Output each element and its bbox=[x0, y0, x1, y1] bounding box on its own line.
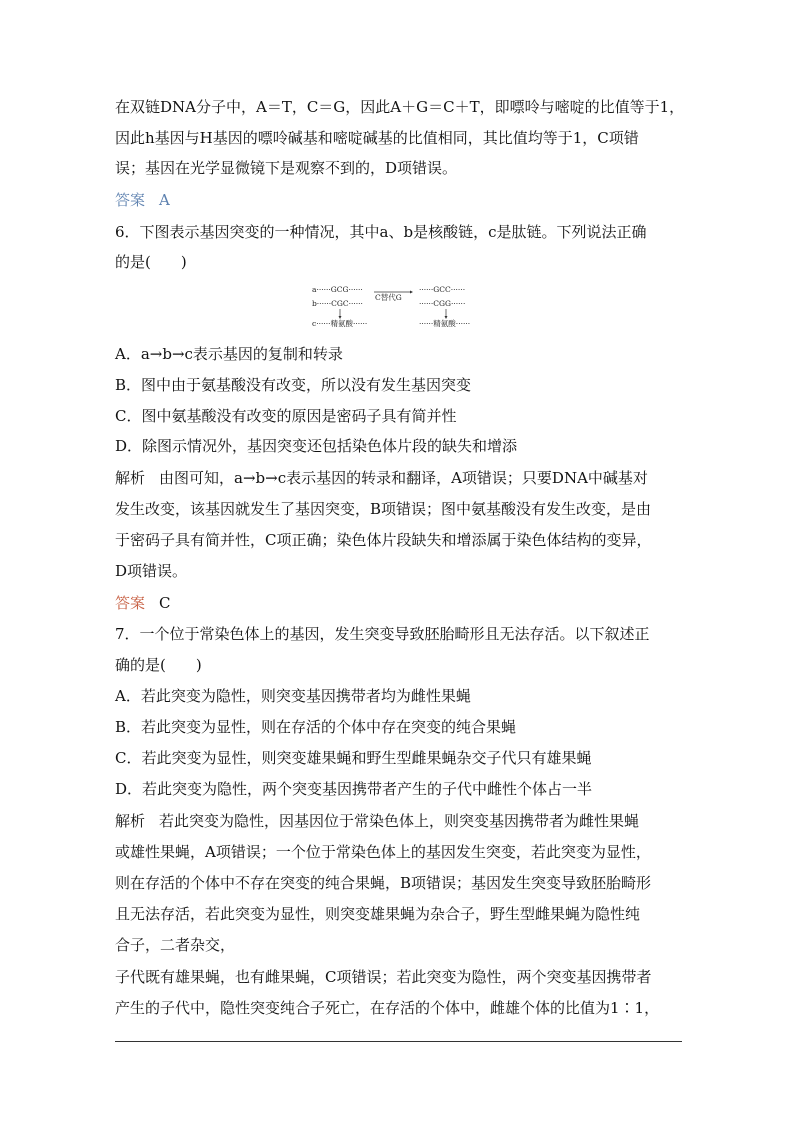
paragraph-line: 在双链DNA分子中，A＝T，C＝G，因此A＋G＝C＋T，即嘌呤与嘧啶的比值等于1， bbox=[115, 98, 685, 116]
question-stem: 7．一个位于常染色体上的基因，发生突变导致胚胎畸形且无法存活。以下叙述正 bbox=[115, 625, 650, 643]
analysis-line: 或雄性果蝇，A项错误；一个位于常染色体上的基因发生突变，若此突变为显性， bbox=[115, 843, 651, 861]
mutation-diagram bbox=[312, 285, 484, 331]
analysis-line: 子代既有雄果蝇，也有雌果蝇，C项错误；若此突变为隐性，两个突变基因携带者 bbox=[115, 968, 652, 986]
substitution-arrow-head bbox=[410, 291, 413, 294]
analysis-line: 则在存活的个体中不存在突变的纯合果蝇，B项错误；基因发生突变导致胚胎畸形 bbox=[115, 874, 652, 892]
option-a: A．a→b→c表示基因的复制和转录 bbox=[115, 345, 343, 363]
answer-line-q5 bbox=[115, 190, 170, 210]
analysis-label: 解析 bbox=[115, 469, 146, 487]
answer-value: C bbox=[159, 594, 171, 612]
analysis-line: 产生的子代中，隐性突变纯合子死亡，在存活的个体中，雌雄个体的比值为1∶1， bbox=[115, 999, 660, 1017]
analysis-line bbox=[115, 468, 648, 488]
option-b: B．若此突变为显性，则在存活的个体中存在突变的纯合果蝇 bbox=[115, 718, 517, 736]
analysis-text: 若此突变为隐性，因基因位于常染色体上，则突变基因携带者为雌性果蝇 bbox=[159, 812, 640, 830]
substitution-label: C替代G bbox=[375, 293, 402, 302]
footer-rule bbox=[115, 1041, 682, 1042]
paragraph-line: 误；基因在光学显微镜下是观察不到的，D项错误。 bbox=[115, 159, 458, 177]
answer-value: A bbox=[159, 191, 170, 209]
answer-label: 答案 bbox=[115, 594, 146, 612]
question-stem: 的是( ) bbox=[115, 253, 187, 271]
mutation-diagram-svg bbox=[312, 285, 484, 331]
analysis-line: 且无法存活，若此突变为显性，则突变雄果蝇为杂合子，野生型雌果蝇为隐性纯 bbox=[115, 905, 641, 923]
option-d: D．若此突变为隐性，两个突变基因携带者产生的子代中雌性个体占一半 bbox=[115, 780, 593, 798]
strand-a-right: ······GCC······ bbox=[419, 285, 466, 294]
question-stem: 6．下图表示基因突变的一种情况，其中a、b是核酸链，c是肽链。下列说法正确 bbox=[115, 223, 647, 241]
answer-line-q6 bbox=[115, 593, 171, 613]
option-a: A．若此突变为隐性，则突变基因携带者均为雌性果蝇 bbox=[115, 687, 471, 705]
chain-c-right: ······精氨酸······ bbox=[419, 319, 471, 328]
analysis-text: 由图可知，a→b→c表示基因的转录和翻译，A项错误；只要DNA中碱基对 bbox=[159, 469, 648, 487]
analysis-line: 合子，二者杂交， bbox=[115, 936, 236, 954]
question-stem: 确的是( ) bbox=[115, 656, 202, 674]
strand-b-right: ······CGG······ bbox=[419, 299, 466, 308]
option-c: C．图中氨基酸没有改变的原因是密码子具有简并性 bbox=[115, 407, 457, 425]
strand-b-left: b······CGC······ bbox=[312, 299, 363, 308]
answer-label: 答案 bbox=[115, 191, 146, 209]
analysis-line: D项错误。 bbox=[115, 562, 188, 580]
analysis-label: 解析 bbox=[115, 812, 146, 830]
option-b: B．图中由于氨基酸没有改变，所以没有发生基因突变 bbox=[115, 376, 472, 394]
option-d: D．除图示情况外，基因突变还包括染色体片段的缺失和增添 bbox=[115, 437, 518, 455]
chain-c-left: c······精氨酸······ bbox=[312, 319, 368, 328]
analysis-line: 发生改变，该基因就发生了基因突变，B项错误；图中氨基酸没有发生改变，是由 bbox=[115, 500, 652, 518]
paragraph-line: 因此h基因与H基因的嘌呤碱基和嘧啶碱基的比值相同，其比值均等于1，C项错 bbox=[115, 129, 639, 147]
analysis-line: 于密码子具有简并性，C项正确；染色体片段缺失和增添属于染色体结构的变异， bbox=[115, 531, 652, 549]
strand-a-left: a······GCG······ bbox=[312, 285, 363, 294]
analysis-line bbox=[115, 811, 639, 831]
option-c: C．若此突变为显性，则突变雄果蝇和野生型雌果蝇杂交子代只有雄果蝇 bbox=[115, 749, 592, 767]
